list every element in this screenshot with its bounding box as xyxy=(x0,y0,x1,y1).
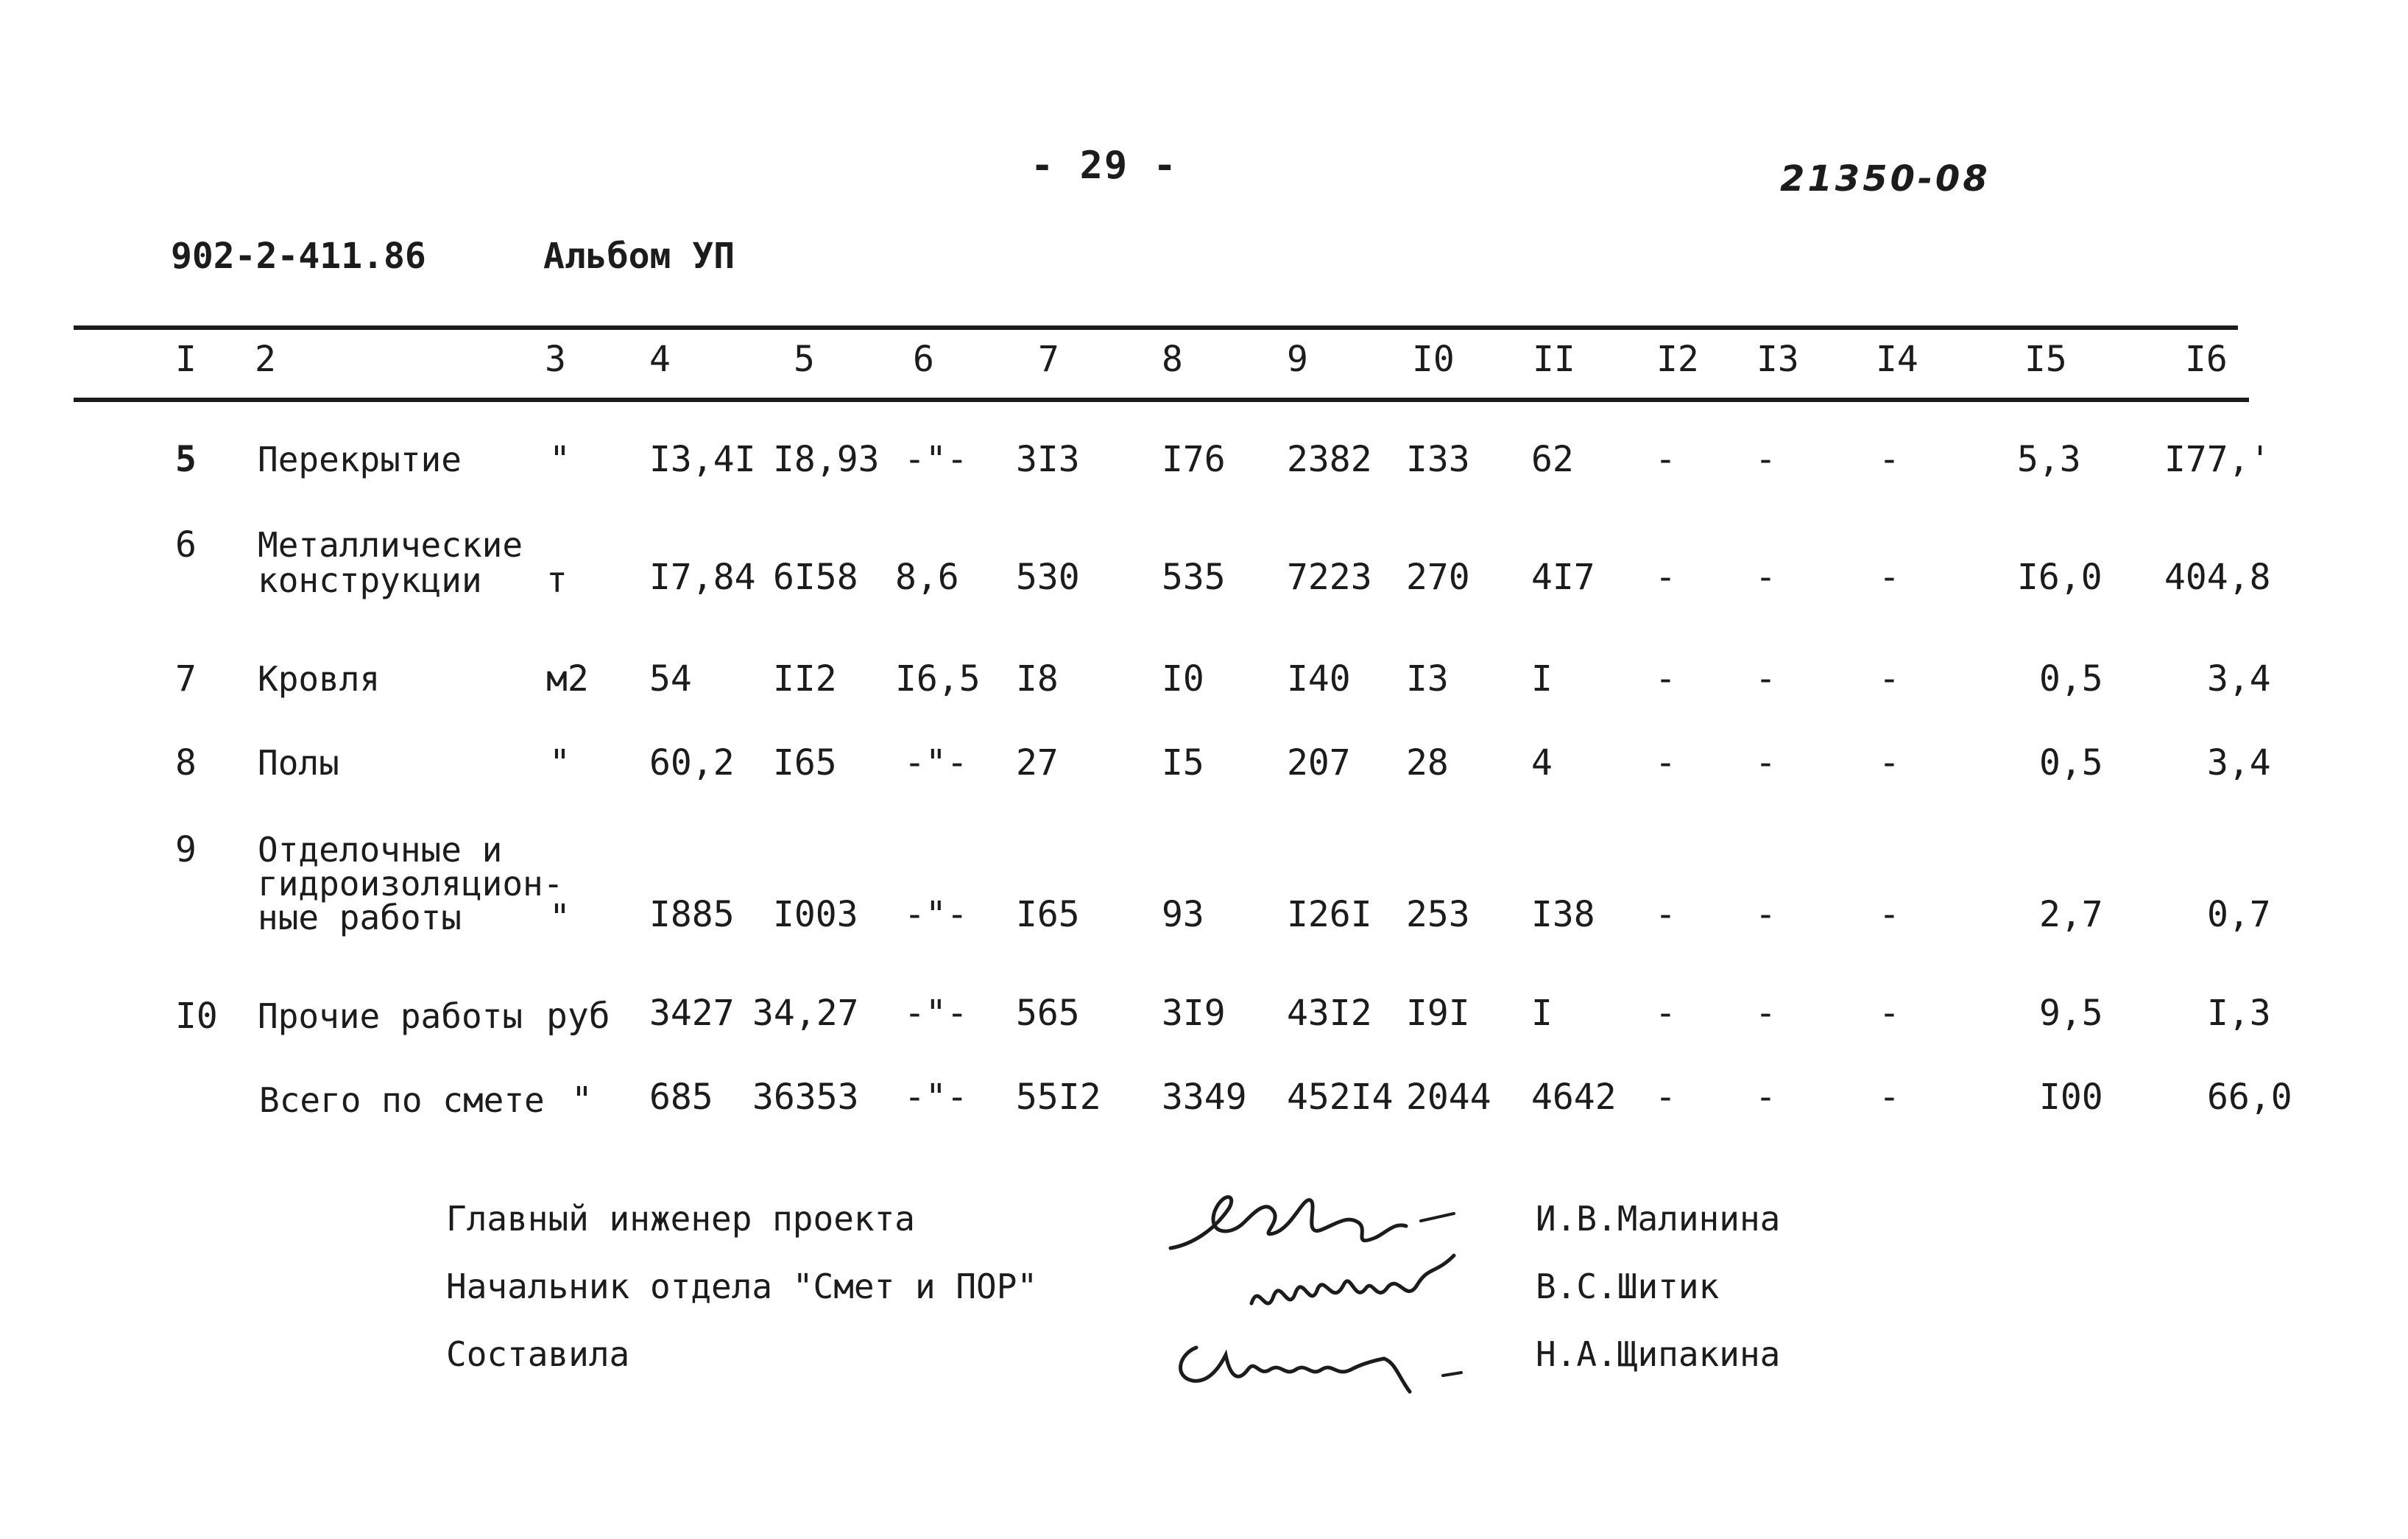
cell-11: 62 xyxy=(1531,439,1574,480)
cell-12: - xyxy=(1655,658,1676,700)
row-unit: " xyxy=(549,439,571,480)
row-name-line-2: конструкции xyxy=(258,560,482,600)
cell-8: 3349 xyxy=(1162,1077,1247,1118)
row-name-line-1: Металлические xyxy=(258,525,523,565)
cell-14: - xyxy=(1879,742,1900,783)
row-unit: " xyxy=(571,1080,593,1121)
col-header-1: I xyxy=(175,339,197,380)
cell-9: I40 xyxy=(1287,658,1351,700)
cell-14: - xyxy=(1879,658,1900,700)
signature-role: Составила xyxy=(446,1334,630,1374)
table-header-rule xyxy=(74,398,2249,402)
col-header-14: I4 xyxy=(1876,339,1918,380)
row-unit: " xyxy=(549,897,571,938)
cell-8: I76 xyxy=(1162,439,1226,480)
cell-5: I65 xyxy=(773,742,837,783)
cell-5: I8,93 xyxy=(773,439,880,480)
cell-7: I65 xyxy=(1016,894,1080,935)
cell-13: - xyxy=(1755,439,1776,480)
row-name-line-3: ные работы xyxy=(258,898,462,937)
cell-11: I38 xyxy=(1531,894,1595,935)
cell-16: 66,0 xyxy=(2207,1077,2292,1118)
col-header-15: I5 xyxy=(2024,339,2067,380)
cell-13: - xyxy=(1755,1077,1776,1118)
cell-5: II2 xyxy=(773,658,837,700)
cell-12: - xyxy=(1655,993,1676,1034)
cell-11: 4642 xyxy=(1531,1077,1617,1118)
cell-15: 5,3 xyxy=(2017,439,2081,480)
row-name: Прочие работы xyxy=(258,996,523,1036)
cell-9: 452I4 xyxy=(1287,1077,1394,1118)
cell-8: 93 xyxy=(1162,894,1204,935)
row-unit: м2 xyxy=(546,658,589,700)
cell-6: -"- xyxy=(904,993,968,1034)
col-header-6: 6 xyxy=(913,339,934,380)
table-top-rule xyxy=(74,325,2238,330)
cell-7: 55I2 xyxy=(1016,1077,1101,1118)
col-header-8: 8 xyxy=(1162,339,1183,380)
row-name-line-1: Отделочные и xyxy=(258,830,503,870)
cell-10: 253 xyxy=(1406,894,1470,935)
cell-9: 2382 xyxy=(1287,439,1372,480)
cell-5: 6I58 xyxy=(773,557,858,598)
row-number: 8 xyxy=(175,742,197,783)
col-header-5: 5 xyxy=(794,339,815,380)
cell-13: - xyxy=(1755,658,1776,700)
cell-7: 530 xyxy=(1016,557,1080,598)
row-number: 5 xyxy=(175,439,197,480)
cell-13: - xyxy=(1755,993,1776,1034)
row-number: I0 xyxy=(175,996,218,1037)
handwritten-signature-3 xyxy=(1174,1318,1483,1399)
cell-10: 2044 xyxy=(1406,1077,1491,1118)
cell-14: - xyxy=(1879,894,1900,935)
cell-6: I6,5 xyxy=(895,658,981,700)
row-unit: руб xyxy=(546,996,610,1037)
cell-5: 34,27 xyxy=(752,993,859,1034)
cell-4: 685 xyxy=(649,1077,713,1118)
cell-11: 4 xyxy=(1531,742,1553,783)
cell-9: I26I xyxy=(1287,894,1372,935)
col-header-4: 4 xyxy=(649,339,671,380)
cell-16: 3,4 xyxy=(2207,658,2271,700)
col-header-7: 7 xyxy=(1038,339,1059,380)
cell-15: 0,5 xyxy=(2039,742,2103,783)
cell-15: 2,7 xyxy=(2039,894,2103,935)
col-header-3: 3 xyxy=(545,339,566,380)
cell-6: -"- xyxy=(904,439,968,480)
row-number: 7 xyxy=(175,658,197,700)
cell-15: 9,5 xyxy=(2039,993,2103,1034)
cell-8: I5 xyxy=(1162,742,1204,783)
cell-8: 535 xyxy=(1162,557,1226,598)
cell-4: 54 xyxy=(649,658,692,700)
handwritten-signature-1 xyxy=(1163,1178,1472,1259)
cell-5: 36353 xyxy=(752,1077,859,1118)
row-number: 6 xyxy=(175,524,197,566)
cell-14: - xyxy=(1879,1077,1900,1118)
cell-9: 207 xyxy=(1287,742,1351,783)
cell-7: 27 xyxy=(1016,742,1059,783)
row-name: Всего по смете xyxy=(259,1080,545,1120)
cell-12: - xyxy=(1655,894,1676,935)
col-header-13: I3 xyxy=(1756,339,1799,380)
signature-role: Главный инженер проекта xyxy=(446,1199,915,1239)
cell-12: - xyxy=(1655,439,1676,480)
cell-14: - xyxy=(1879,439,1900,480)
cell-16: 0,7 xyxy=(2207,894,2271,935)
cell-11: 4I7 xyxy=(1531,557,1595,598)
row-name: Полы xyxy=(258,743,339,783)
cell-10: I33 xyxy=(1406,439,1470,480)
cell-5: I003 xyxy=(773,894,858,935)
cell-13: - xyxy=(1755,894,1776,935)
cell-7: 3I3 xyxy=(1016,439,1080,480)
col-header-11: II xyxy=(1533,339,1575,380)
row-unit: " xyxy=(549,742,571,783)
cell-10: 270 xyxy=(1406,557,1470,598)
cell-6: -"- xyxy=(904,742,968,783)
cell-15: I6,0 xyxy=(2017,557,2102,598)
cell-8: 3I9 xyxy=(1162,993,1226,1034)
cell-4: 60,2 xyxy=(649,742,735,783)
cell-10: I9I xyxy=(1406,993,1470,1034)
cell-8: I0 xyxy=(1162,658,1204,700)
signature-name: Н.А.Щипакина xyxy=(1536,1334,1781,1374)
cell-14: - xyxy=(1879,557,1900,598)
col-header-10: I0 xyxy=(1412,339,1455,380)
col-header-16: I6 xyxy=(2185,339,2228,380)
cell-4: I885 xyxy=(649,894,735,935)
row-number: 9 xyxy=(175,829,197,870)
cell-11: I xyxy=(1531,993,1553,1034)
cell-6: -"- xyxy=(904,1077,968,1118)
row-name-line-2: гидроизоляцион- xyxy=(258,864,564,904)
cell-12: - xyxy=(1655,742,1676,783)
row-name: Перекрытие xyxy=(258,440,462,479)
row-name: Кровля xyxy=(258,659,381,699)
page-number: - 29 - xyxy=(1031,144,1178,188)
col-header-9: 9 xyxy=(1287,339,1308,380)
cell-7: I8 xyxy=(1016,658,1059,700)
cell-6: -"- xyxy=(904,894,968,935)
cell-13: - xyxy=(1755,742,1776,783)
signature-name: И.В.Малинина xyxy=(1536,1199,1781,1239)
cell-11: I xyxy=(1531,658,1553,700)
cell-6: 8,6 xyxy=(895,557,959,598)
cell-16: 404,8 xyxy=(2164,557,2271,598)
handwritten-signature-2 xyxy=(1244,1252,1465,1325)
document-code: 21350-08 xyxy=(1780,158,1991,200)
cell-7: 565 xyxy=(1016,993,1080,1034)
cell-10: 28 xyxy=(1406,742,1449,783)
cell-10: I3 xyxy=(1406,658,1449,700)
cell-4: I3,4I xyxy=(649,439,756,480)
cell-12: - xyxy=(1655,1077,1676,1118)
cell-16: I77,' xyxy=(2164,439,2271,480)
cell-9: 7223 xyxy=(1287,557,1372,598)
cell-15: 0,5 xyxy=(2039,658,2103,700)
album-label: Альбом УП xyxy=(543,236,735,277)
cell-12: - xyxy=(1655,557,1676,598)
cell-15: I00 xyxy=(2039,1077,2103,1118)
cell-9: 43I2 xyxy=(1287,993,1372,1034)
col-header-2: 2 xyxy=(255,339,276,380)
cell-16: I,3 xyxy=(2207,993,2271,1034)
cell-4: I7,84 xyxy=(649,557,756,598)
row-unit: т xyxy=(546,560,568,601)
col-header-12: I2 xyxy=(1656,339,1699,380)
signature-name: В.С.Шитик xyxy=(1536,1267,1720,1306)
signature-role: Начальник отдела "Смет и ПОР" xyxy=(446,1267,1038,1306)
cell-13: - xyxy=(1755,557,1776,598)
project-code: 902-2-411.86 xyxy=(171,236,426,277)
cell-14: - xyxy=(1879,993,1900,1034)
cell-16: 3,4 xyxy=(2207,742,2271,783)
cell-4: 3427 xyxy=(649,993,735,1034)
